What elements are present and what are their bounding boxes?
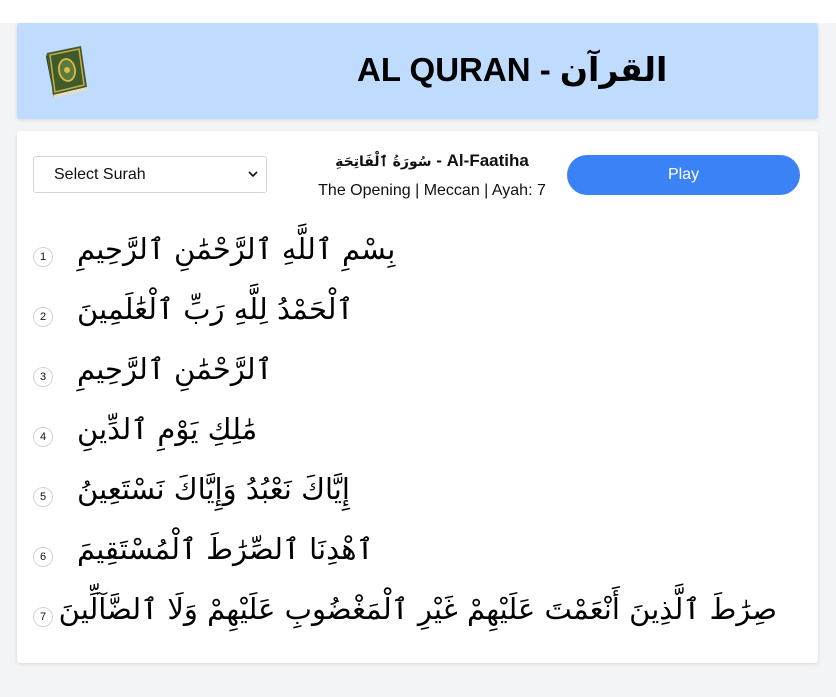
top-strip bbox=[0, 0, 836, 23]
ayah-text: صِرَٰطَ ٱلَّذِينَ أَنْعَمْتَ عَلَيْهِمْ غَيْرِ ٱلْمَغْضُوبِ عَلَيْهِمْ وَلَا ٱلضَّآلِّينَ bbox=[58, 592, 777, 626]
ayah-number: 7 bbox=[33, 607, 53, 627]
surah-card bbox=[17, 131, 818, 663]
surah-select[interactable] bbox=[33, 156, 267, 193]
ayah-text: إِيَّاكَ نَعْبُدُ وَإِيَّاكَ نَسْتَعِينُ bbox=[77, 472, 350, 506]
ayah-text: ٱلرَّحْمَٰنِ ٱلرَّحِيمِ bbox=[77, 352, 273, 386]
ayah-number: 1 bbox=[33, 247, 53, 267]
surah-info bbox=[267, 149, 597, 202]
ayah-row bbox=[33, 279, 793, 339]
ayah-row bbox=[33, 219, 793, 279]
ayah-list bbox=[33, 219, 793, 639]
ayah-number: 5 bbox=[33, 487, 53, 507]
ayah-text: بِسْمِ ٱللَّهِ ٱلرَّحْمَٰنِ ٱلرَّحِيمِ bbox=[77, 232, 396, 266]
ayah-number: 3 bbox=[33, 367, 53, 387]
ayah-row bbox=[33, 339, 793, 399]
ayah-row bbox=[33, 579, 793, 639]
ayah-text: مَٰلِكِ يَوْمِ ٱلدِّينِ bbox=[77, 412, 258, 446]
ayah-number: 2 bbox=[33, 307, 53, 327]
ayah-row bbox=[33, 459, 793, 519]
play-button[interactable]: Play bbox=[567, 155, 800, 195]
surah-meta: The Opening | Meccan | Ayah: 7 bbox=[318, 182, 546, 199]
surah-select-value: Select Surah bbox=[54, 166, 146, 183]
ayah-row bbox=[33, 519, 793, 579]
surah-name-en: Al-Faatiha bbox=[446, 151, 529, 170]
app-title bbox=[357, 49, 757, 91]
ayah-number: 4 bbox=[33, 427, 53, 447]
app-header bbox=[17, 23, 818, 119]
app-title-ar: القرآن bbox=[559, 50, 668, 89]
ayah-number: 6 bbox=[33, 547, 53, 567]
surah-name-separator: - bbox=[436, 151, 442, 170]
quran-book-icon bbox=[41, 43, 91, 99]
chevron-down-icon bbox=[248, 169, 258, 179]
app-title-en: AL QURAN - bbox=[357, 51, 551, 88]
ayah-text: ٱلْحَمْدُ لِلَّهِ رَبِّ ٱلْعَٰلَمِينَ bbox=[77, 292, 354, 326]
ayah-text: ٱهْدِنَا ٱلصِّرَٰطَ ٱلْمُسْتَقِيمَ bbox=[77, 532, 374, 566]
surah-name-ar: سُورَةُ ٱلْفَاتِحَةِ bbox=[335, 154, 432, 170]
surah-name bbox=[267, 149, 597, 174]
ayah-row bbox=[33, 399, 793, 459]
